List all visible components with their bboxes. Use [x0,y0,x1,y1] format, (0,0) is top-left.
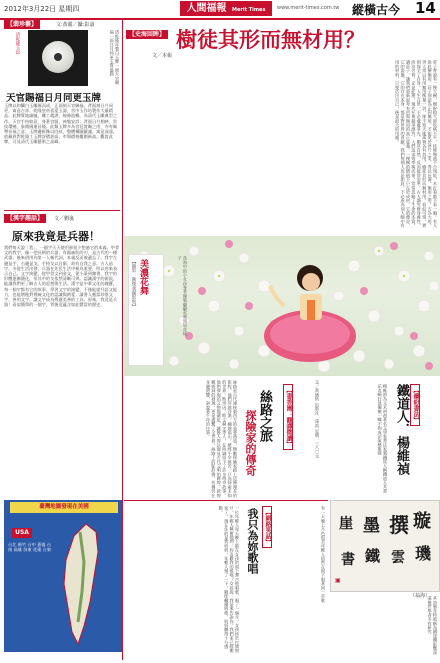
website-url: www.merit-times.com.tw [277,5,340,11]
jade-headline: 天官賜福日月同更玉牌 [6,93,102,104]
song-headline: 我只為妳歌唱 [246,508,259,574]
history-headline: 樹徒其形而無材用？ [176,27,365,52]
jade-disc-image [42,41,74,73]
song-section-tag: 【網路笑話】 [262,506,272,548]
rail-body-text: 楊維禎為元末明初著名文學家書法家號鐵崖人稱鐵道人其書法奇崛狂放獨樹一幟不拘成法氣勢雄強 [377,384,388,493]
photo-caption-box [128,254,164,366]
section-title: 縱橫古今 [352,3,401,17]
jade-photo [28,30,88,86]
calligraphy-credit: （翁海） [410,593,431,599]
word-section-tag: 【漢字趣話】 [4,214,46,223]
logo-text: 人間福報 [186,3,227,14]
jade-side-text: 清乾隆年製白玉牌一面天官賜福一面日月同更玉質溫潤 [109,30,120,85]
word-body-text: 我們每天說「我」，一個字天天使用卻很少想過它的本義。甲骨文的我字，像一把長柄的兵器，有鋸齒狀的刃，是古代的一種武器。後來借用為第一人稱代詞，本義反而被遺忘了。我字左邊是手，右邊是戈，手持戈以自衛，故有自我之意。古人造字，多從生活出發，兵器在先民生活中極為重要，所以用來表示自己。文字演變，從甲骨文到金文，從小篆到隸書，我字的形體逐漸簡化，但其中的戈依然清晰可辨。認識漢字的源流，能讓我們更了解古人的思想與生活。漢字是中華文化的瑰寶，每一個字都有它的故事。學習文字的演變，不僅能提升語文能力，也能增進對傳統文化的認識與熱愛。讀書人應當珍惜文字，善用文字，讓文字成為傳遞美善的工具。原來，我竟是兵器！看似簡單的一個字，背後竟蘊含如此豐富的歷史。 [4,245,120,308]
jade-section-tag: 【翡珍藝】 [4,20,40,29]
song-body-text: 一位年輕人每天晚上都在女孩的窗下彈吉他唱歌，唱了一個月，女孩終於打開窗戶。年輕人興奮地問：妳喜歡我的歌嗎？女孩說：我是來告訴你，我們家已經搬家了，現在住的是我奶奶。年輕人愣了一下，隨即繼續唱歌，奶奶聽得十分感動。 [218,506,240,653]
jade-caption: 清乾隆玉琮 [15,32,20,55]
usa-badge: USA [12,528,32,538]
calligraphy-seal: ▣ [335,577,341,584]
jade-body-text: 玉牌以和闐白玉雕琢而成，正面刻天官賜福，背面刻日月同更，寓意吉祥。乾隆皇帝喜愛玉器，宮中玉作坊製作大量精品。此牌質地細膩，雕工精湛，線條流暢，為清代玉雕典型之作。天官手持如意，身著官服，神態安詳；背面日月相映，雲紋環繞，象徵國運昌隆。此類玉牌多為宮廷賞賜之用，亦有佩帶祈福之意。玉牌邊框飾以回紋，整體構圖嚴謹，寓意深遠。收藏界對乾隆工玉牌評價甚高，市場價格屢創新高。觀賞此牌，可見清代玉雕藝術之高峰。 [4,103,118,145]
history-body-text: 莊子曾說有一棵大樹，樹幹粗大卻疙瘩不平，枝條彎曲不合規矩，木匠看都不看一眼。有人說此樹無用，莊子卻認為正因無用，才能免於斧斤之災，得以長壽。無用之用，方為大用。世人常以有用無用衡量一切，卻不知天地萬物各有其用。樹徒其形而無材用，看似可惜，實則保全了自身。人生在世，不必處處爭先，順其自然，反而能得安寧。古人講究修身養性，淡泊名利，正是此理。現代社會競爭激烈，人們追求效率與成果，常常忽略了生命的本質。讀莊子，讓我們重新思考有用與無用的真正意義。一棵樹的價值不只在於成材，它的蔭涼、它的姿態、它的存在本身，都是對世界的貢獻。我們每個人也是如此，不必成為別人眼中有用的材料，只要活出自己，便是最大的用處。 [395,60,438,228]
travel-subheadline: 探險家的傳奇 [244,410,257,476]
taiwan-map-graphic [4,500,122,652]
logo-en: Merit Times [232,7,266,13]
issue-date: 2012年3月22日 星期四 [4,5,80,13]
masthead [0,0,440,20]
photo-caption-title: 美濃花舞 [138,259,148,295]
word-headline: 原來我竟是兵器！ [12,230,100,243]
newspaper-logo [180,1,272,16]
song-side-text: 有一天晚上月色很美年輕人依然在窗下唱著同一首歌 [321,506,326,603]
travel-side-text: 文／黃德鈞 出版社：遠流 定價：三八〇元 [315,380,320,459]
history-section-tag: 【史海回眸】 [126,30,168,39]
travel-body-text: 絲路是古代連接東西方的重要通道，無數探險家踏上這條漫長的旅程。他們穿越沙漠，翻越高山，歷經千辛萬苦，只為探索未知的世界。斯坦因、斯文赫定等人，在西域留下了許多傳奇故事。他們發現的文物與遺址，讓後人得以窺見古代文明的輝煌。敦煌藏經洞的發現，更是震驚了全世界。絲路上的駝鈴聲，彷彿仍在耳邊迴響，訴說著千年的往事。 [205,380,238,498]
jade-byline: 文:黃麗／攝:影濤 [56,22,95,28]
rail-extra-text: 其詩風奇特被稱為鐵崖體影響深遠後世學者多有研究 [427,596,438,655]
travel-section-tag: 【書香園：翻譯微讀】 [283,384,293,450]
taiwan-island-map [56,522,104,646]
map-legend-text: 台北 新竹 台中 嘉義 台南 高雄 屏東 花蓮 台東 [8,542,52,553]
section-rule [4,210,120,211]
section-rule-2 [124,500,328,501]
photo-caption-sub: 【攝影：陳傑義攝影集】 [131,259,136,309]
map-label: 臺灣地圖發現在美國 [10,502,118,513]
word-byline: 文／劉嵐 [54,216,75,222]
travel-headline: 絲路之旅 [257,390,272,442]
column-divider [122,20,123,660]
calligraphy-artwork: 璇 璣 撰 雲 墨 鐵 崖 書 ▣ [330,500,440,592]
page-number: 14 [415,0,436,17]
history-byline: 文／本報 [152,53,173,59]
rail-section-tag: 【繽紛書法】 [410,384,420,426]
rail-headline: 鐵道人．楊維禎 [394,384,409,475]
photo-side-text: 花海中的小女孩身著韓服翩翩起舞宛如花仙子 [177,256,188,336]
